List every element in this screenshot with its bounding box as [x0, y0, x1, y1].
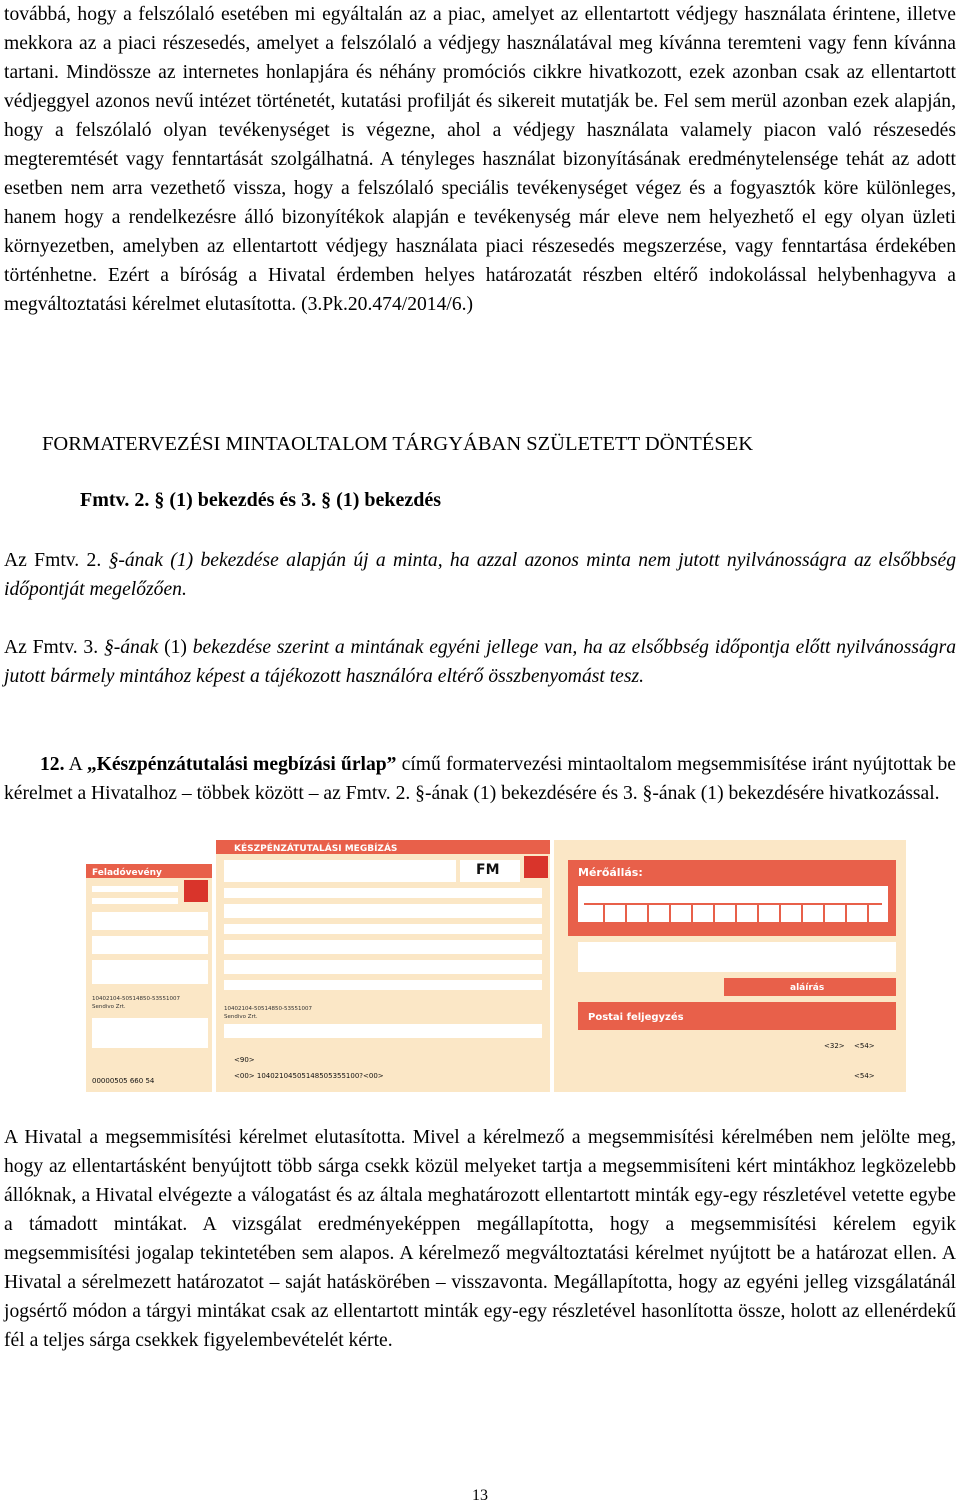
signature-label: aláírás	[790, 983, 825, 993]
postal-notes-label: Postai feljegyzés	[588, 1012, 684, 1023]
posta-logo-icon-center	[524, 856, 548, 878]
code-54: <54>	[854, 1042, 875, 1050]
payment-form-figure	[84, 838, 908, 1096]
paragraph-case-12	[4, 750, 956, 808]
character-num: (1)	[164, 637, 187, 658]
novelty-lead: Az Fmtv. 2.	[4, 550, 109, 571]
code-long: <00> 10402104505148505355100?<00>	[234, 1072, 384, 1080]
law-reference: Fmtv. 2. § (1) bekezdés és 3. § (1) bekezdés	[80, 489, 442, 511]
right-form-title: Mérőállás:	[578, 866, 643, 879]
paragraph-intro: továbbá, hogy a felszólaló esetében mi egyáltalán az a piac, amelyet az ellentartott védjegy használata érintene, illetve mekkora az a piaci részesedés, amelyet a felszólaló a védjegy használatával meg kívánna teremteni vagy fenn kívánna tartani. Mindössze az internetes honlapjára és néhány promóciós cikkre hivatkozott, ezek azonban csak az ellentartott védjeggyel azonos nevű intézet történetét, kutatási profilját és sikereit mutatják be. Fel sem merül azonban ezek alapján, hogy a felszólaló olyan tevékenységet is végezne, ahol a védjegy használata valamely piacon való részesedés megteremtését vagy fenntartását szolgálhatná. A tényleges használat bizonyításának eredménytelensége tehát az adott esetben nem arra vezethető vissza, hogy a felszólaló speciális tevékenységet végez és a fogyasztók köre különleges, hanem hogy a rendelkezésre álló bizonyítékok alapján e tevékenység már eleve nem helyezhető el egy olyan üzleti környezetben, amelyben az ellentartott védjegy használata piaci részesedés megszerzése, vagy fenntartása érdekében történhetne. Ezért a bíróság a Hivatal érdemben helyes határozatát részben eltérő indokolással helybenhagyva a megváltoztatási kérelmet elutasította. (3.Pk.20.474/2014/6.)	[4, 4, 956, 315]
character-lead: Az Fmtv. 3.	[4, 637, 104, 658]
page-number: 13	[472, 1487, 488, 1504]
posta-logo-icon	[184, 880, 208, 902]
code-90: <90>	[234, 1056, 255, 1064]
character-text: bekezdése szerint a mintának egyéni jellege van, ha az elsőbbség időpontja előtt nyilvánosságra jutott bármely mintához képest a tájékozott használóra eltérő összbenyomást tesz.	[4, 637, 956, 687]
case-title: „Készpénzátutalási megbízási űrlap”	[86, 754, 397, 775]
left-company: Sendivo Zrt.	[92, 1004, 126, 1010]
code-32: <32>	[824, 1042, 845, 1050]
left-account: 10402104-50514850-53551007	[92, 996, 180, 1002]
left-stub-title: Feladóvevény	[92, 868, 162, 878]
left-code: 00000505 660 54	[92, 1077, 155, 1085]
fm-mark: FM	[476, 862, 500, 878]
paragraph-decision: A Hivatal a megsemmisítési kérelmet elutasította. Mivel a kérelmező a megsemmisítési kérelmében nem jelölte meg, hogy az ellentartásként benyújtott több sárga csekk közül melyeket tartja a megsemmisíteni kért mintákhoz legközelebb állóknak, a Hivatal elvégezte a válogatást és az általa meghatározott ellentartott minták egy-egy részletével vetette egybe a támadott mintákat. A vizsgálat eredményeképpen megállapította, hogy a megsemmisítési kérelem egyik megsemmisítési jogalap tekintetében sem alapos. A kérelmező megváltoztatási kérelmet nyújtott be a határozat ellen. A Hivatal a sérelmezett határozatot – saját hatáskörében – visszavonta. Megállapította, hogy az egyéni jelleg vizsgálatánál jogsértő módon a tárgyi mintákat csak az ellentartott minták egy-egy részletével hasonlította össze, holott az ellenérdekű fél a teljes sárga csekkek figyelembevételét kérte.	[4, 1127, 956, 1351]
center-form-title: KÉSZPÉNZÁTUTALÁSI MEGBÍZÁS	[234, 844, 398, 854]
case-a: A	[64, 754, 87, 775]
center-company: Sendivo Zrt.	[224, 1014, 258, 1020]
section-heading: FORMATERVEZÉSI MINTAOLTALOM TÁRGYÁBAN SZÜLETETT DÖNTÉSEK	[42, 433, 754, 455]
paragraph-novelty	[4, 546, 956, 604]
payment-form-image	[84, 838, 908, 1096]
character-mid: §-ának	[103, 637, 165, 658]
paragraph-individual-character	[4, 633, 956, 691]
case-number: 12.	[40, 754, 65, 775]
novelty-text: §-ának (1) bekezdése alapján új a minta, ha azzal azonos minta nem jutott nyilvánosságra az elsőbbség időpontját megelőzően.	[4, 550, 956, 600]
case-text: című formatervezési mintaoltalom megsemmisítése iránt nyújtottak be kérelmet a Hivatalhoz – többek között – az Fmtv. 2. §-ának (1) bekezdésére és 3. §-ának (1) bekezdésére hivatkozással.	[4, 754, 956, 804]
code-tail: <54>	[854, 1072, 875, 1080]
center-account: 10402104-50514850-53551007	[224, 1006, 312, 1012]
